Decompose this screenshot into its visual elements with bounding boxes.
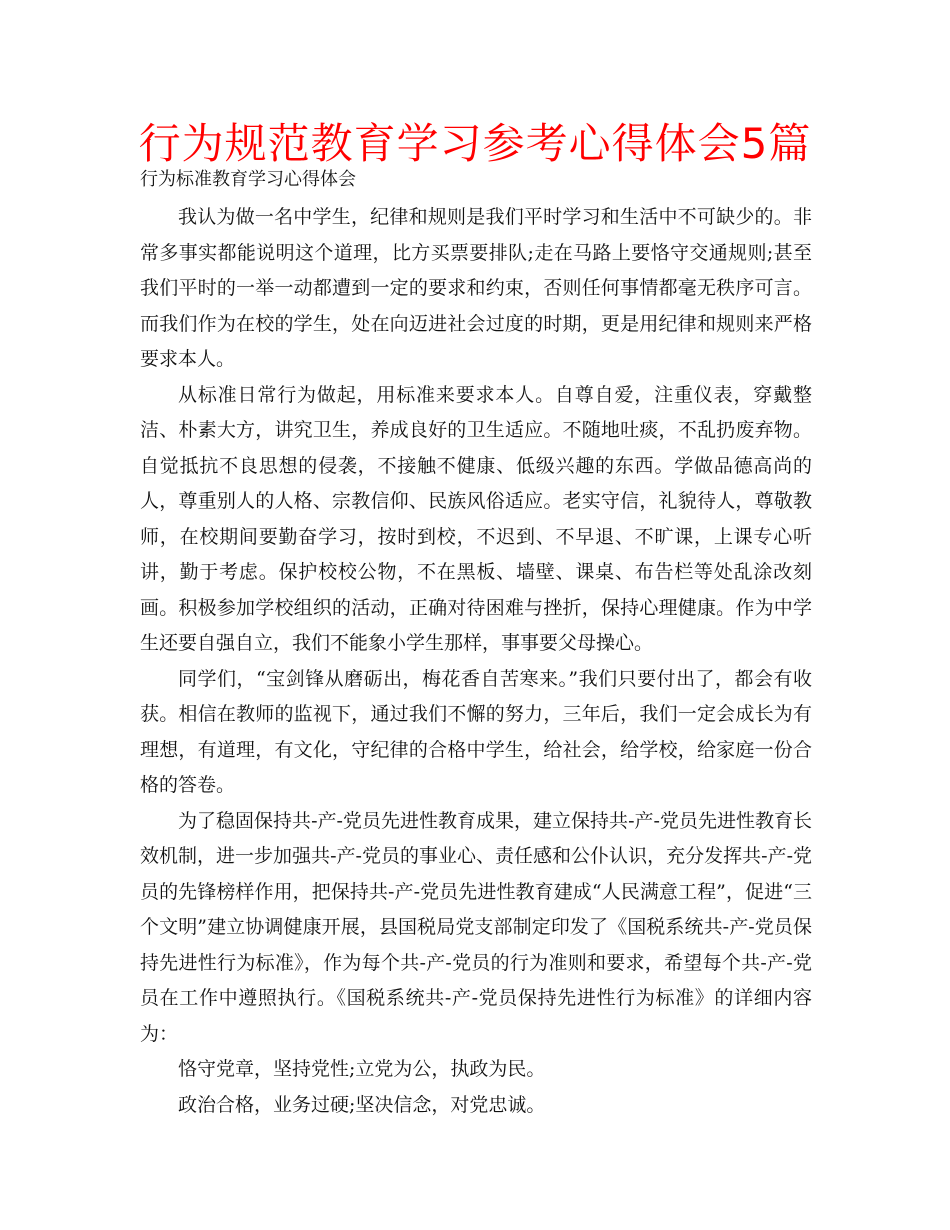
paragraph: 为了稳固保持共-产-党员先进性教育成果，建立保持共-产-党员先进性教育长效机制，进一步加强共-产-党员的事业心、责任感和公仆认识，充分发挥共-产-党员的先锋榜样作用，把保持共-产-党员先进性教育建成“人民满意工程”，促进“三个文明”建立协调健康开展，县国税局党支部制定印发了《国税系统共-产-党员保持先进性行为标准》，作为每个共-产-党员的行为准则和要求，希望每个共-产-党员在工作中遵照执行。《国税系统共-产-党员保持先进性行为标准》的详细内容为： <box>140 809 812 1045</box>
document-subtitle: 行为标准教育学习心得体会 <box>140 169 356 190</box>
paragraph: 从标准日常行为做起，用标准来要求本人。自尊自爱，注重仪表，穿戴整洁、朴素大方，讲究卫生，养成良好的卫生适应。不随地吐痰，不乱扔废弃物。自觉抵抗不良思想的侵袭，不接触不健康、低级兴趣的东西。学做品德高尚的人，尊重别人的人格、宗教信仰、民族风俗适应。老实守信，礼貌待人，尊敬教师，在校期间要勤奋学习，按时到校，不迟到、不早退、不旷课，上课专心听讲，勤于考虑。保护校校公物，不在黑板、墙壁、课桌、布告栏等处乱涂改刻画。积极参加学校组织的活动，正确对待困难与挫折，保持心理健康。作为中学生还要自强自立，我们不能象小学生那样，事事要父母操心。 <box>140 383 812 654</box>
paragraph: 同学们，“宝剑锋从磨砺出，梅花香自苦寒来。”我们只要付出了，都会有收获。相信在教师的监视下，通过我们不懈的努力，三年后，我们一定会成长为有理想，有道理，有文化，守纪律的合格中学生，给社会，给学校，给家庭一份合格的答卷。 <box>140 667 812 796</box>
document-body <box>140 166 812 1123</box>
document-title: 行为规范教育学习参考心得体会5篇 <box>138 119 812 168</box>
paragraph: 恪守党章，坚持党性;立党为公，执政为民。 <box>178 1058 546 1080</box>
paragraph: 我认为做一名中学生，纪律和规则是我们平时学习和生活中不可缺少的。非常多事实都能说明这个道理，比方买票要排队;走在马路上要恪守交通规则;甚至我们平时的一举一动都遭到一定的要求和约束，否则任何事情都毫无秩序可言。而我们作为在校的学生，处在向迈进社会过度的时期，更是用纪律和规则来严格要求本人。 <box>140 206 812 370</box>
paragraph: 政治合格，业务过硬;坚决信念，对党忠诚。 <box>178 1093 546 1116</box>
